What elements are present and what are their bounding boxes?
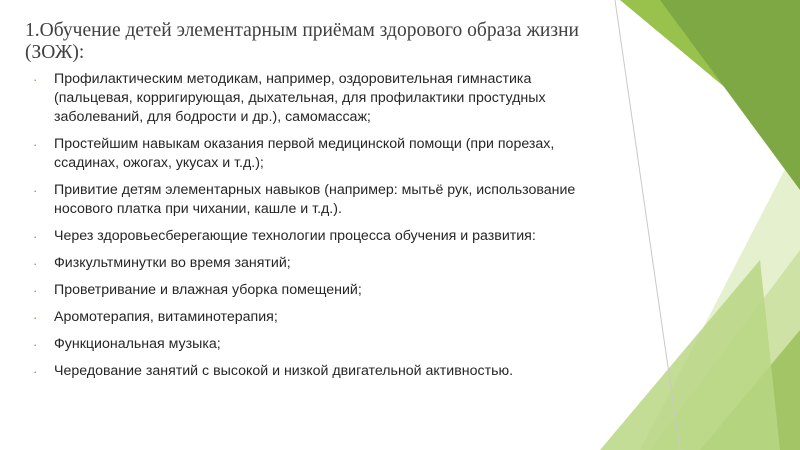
- bullet-list: [33, 70, 593, 389]
- bullet-item: · Привитие детям элементарных навыков (например: мытьё рук, использование носового платка при чихании, кашле и т.д.).: [33, 181, 593, 219]
- bullet-item: · Чередование занятий с высокой и низкой двигательной активностью.: [33, 362, 593, 381]
- dark-green-shape: [660, 0, 800, 190]
- bullet-item: · Проветривание и влажная уборка помещений;: [33, 281, 593, 300]
- bullet-item: · Через здоровьесберегающие технологии процесса обучения и развития:: [33, 227, 593, 246]
- decorative-line: [615, 0, 680, 450]
- bullet-item: · Профилактическим методикам, например, оздоровительная гимнастика (пальцевая, корригирующая, дыхательная, для профилактики простудных заболеваний, для бодрости и др.), самомассаж;: [33, 70, 593, 127]
- slide-title: 1.Обучение детей элементарным приёмам здорового образа жизни (ЗОЖ):: [25, 20, 579, 63]
- mid-green-lower-shape: [600, 260, 780, 450]
- bullet-item: · Простейшим навыкам оказания первой медицинской помощи (при порезах, ссадинах, ожогах, укусах и т.д.);: [33, 135, 593, 173]
- bullet-item: · Функциональная музыка;: [33, 335, 593, 354]
- bullet-item: · Аромотерапия, витаминотерапия;: [33, 308, 593, 327]
- bullet-item: · Физкультминутки во время занятий;: [33, 254, 593, 273]
